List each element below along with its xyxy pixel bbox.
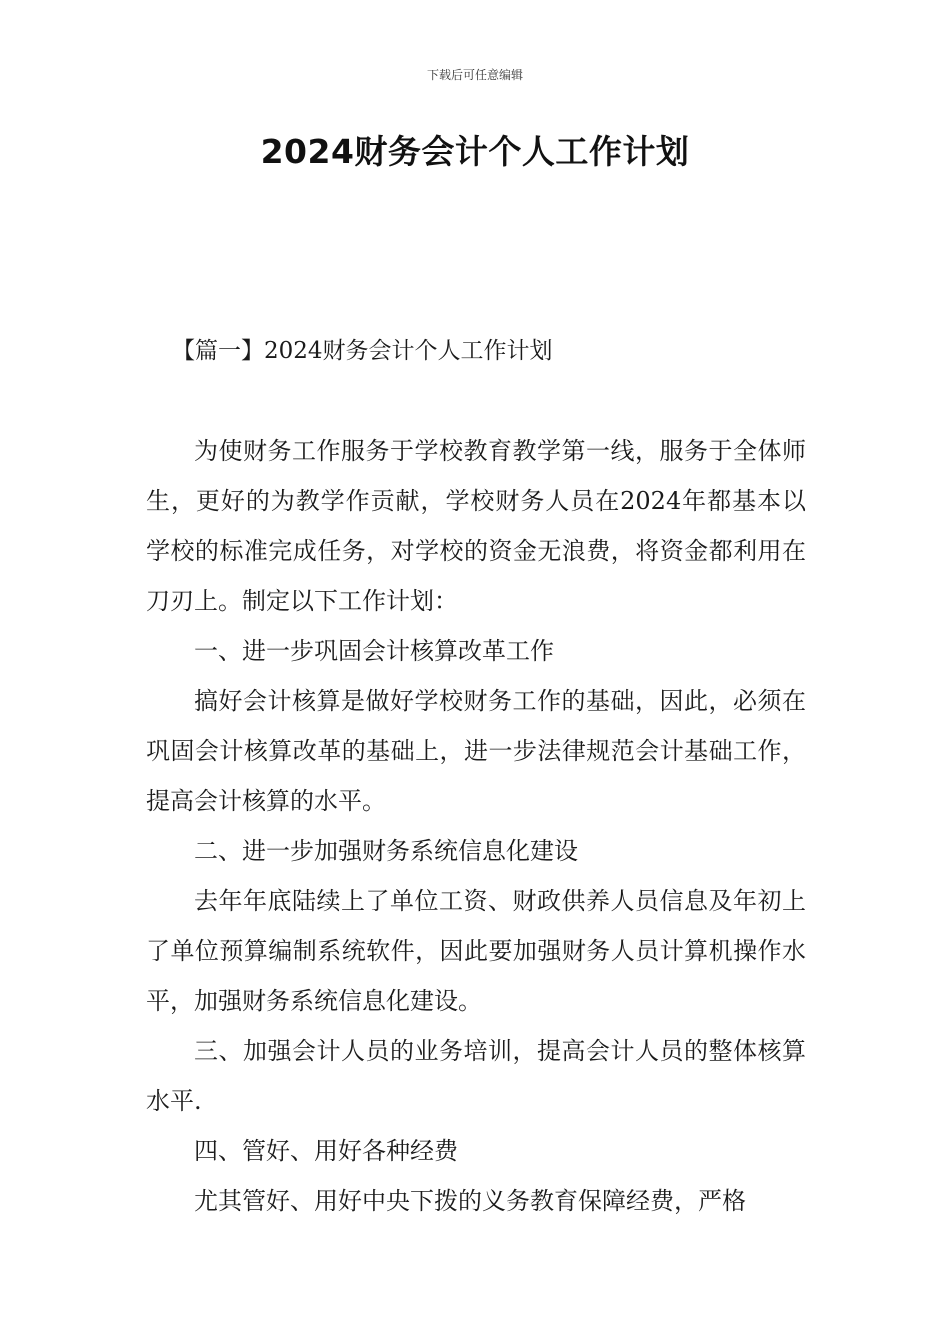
paragraph: 搞好会计核算是做好学校财务工作的基础，因此，必须在巩固会计核算改革的基础上，进一步法律规范会计基础工作，提高会计核算的水平。 xyxy=(146,687,806,815)
subheading: 二、进一步加强财务系统信息化建设 xyxy=(194,837,578,865)
paragraph: 为使财务工作服务于学校教育教学第一线，服务于全体师生，更好的为教学作贡献，学校财务人员在2024年都基本以学校的标准完成任务，对学校的资金无浪费，将资金都利用在刀刃上。制定以下工作计划： xyxy=(146,437,806,615)
subheading: 四、管好、用好各种经费 xyxy=(194,1137,458,1165)
body-text xyxy=(146,426,806,1226)
section-heading: 【篇一】2024财务会计个人工作计划 xyxy=(172,338,553,364)
paragraph: 尤其管好、用好中央下拨的义务教育保障经费，严格 xyxy=(194,1187,746,1215)
subheading: 一、进一步巩固会计核算改革工作 xyxy=(194,637,554,665)
paragraph: 三、加强会计人员的业务培训，提高会计人员的整体核算水平. xyxy=(146,1037,806,1115)
paragraph: 去年年底陆续上了单位工资、财政供养人员信息及年初上了单位预算编制系统软件，因此要加强财务人员计算机操作水平，加强财务系统信息化建设。 xyxy=(146,887,806,1015)
document-title: 2024财务会计个人工作计划 xyxy=(260,132,690,171)
header-note: 下载后可任意编辑 xyxy=(426,68,523,82)
